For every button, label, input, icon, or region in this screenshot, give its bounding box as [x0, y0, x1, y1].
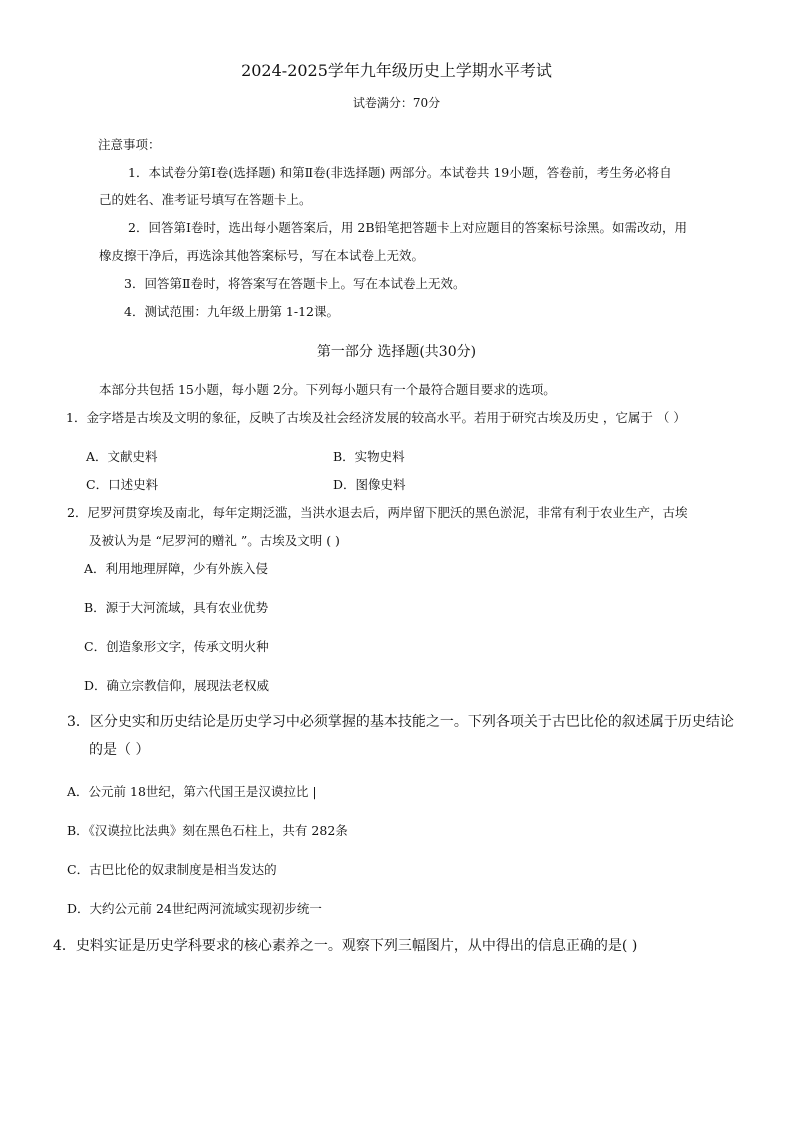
question-1-option-c: C．口述史料 [86, 477, 159, 492]
question-4-stem: 4．史料实证是历史学科要求的核心素养之一。观察下列三幅图片，从中得出的信息正确的是( ) [53, 938, 638, 954]
notice-item-2-line-1: 2．回答第Ⅰ卷时，选出每小题答案后，用 2B铅笔把答题卡上对应题目的答案标号涂黑。如需改动，用 [128, 220, 688, 235]
section-intro: 本部分共包括 15小题，每小题 2分。下列每小题只有一个最符合题目要求的选项。 [99, 382, 556, 397]
exam-score: 试卷满分：70分 [352, 96, 441, 110]
question-3-option-c: C．古巴比伦的奴隶制度是相当发达的 [67, 862, 277, 877]
question-3-option-b: B．《汉谟拉比法典》刻在黑色石柱上，共有 282条 [67, 823, 348, 838]
notice-item-3: 3．回答第Ⅱ卷时，将答案写在答题卡上。写在本试卷上无效。 [124, 276, 466, 291]
question-3-option-d: D．大约公元前 24世纪两河流域实现初步统一 [67, 901, 322, 916]
question-2-option-a: A．利用地理屏障，少有外族入侵 [84, 561, 269, 576]
question-1-option-b: B．实物史料 [333, 449, 405, 464]
question-1-option-d: D．图像史料 [333, 477, 406, 492]
notice-item-4: 4．测试范围：九年级上册第 1-12课。 [124, 304, 340, 319]
notice-item-1-line-1: 1．本试卷分第Ⅰ卷(选择题) 和第Ⅱ卷(非选择题) 两部分。本试卷共 19小题，答卷前，考生务必将自 [128, 165, 672, 180]
question-2-option-c: C．创造象形文字，传承文明火种 [84, 639, 269, 654]
question-3-option-a: A．公元前 18世纪，第六代国王是汉谟拉比 | [67, 784, 317, 799]
question-2-stem-line-2: 及被认为是 “尼罗河的赠礼 ”。古埃及文明 ( ) [89, 533, 340, 548]
question-1-stem: 1．金字塔是古埃及文明的象征，反映了古埃及社会经济发展的较高水平。若用于研究古埃及历史 ，它属于 （ ） [66, 410, 686, 425]
question-2-option-d: D．确立宗教信仰，展现法老权威 [84, 678, 270, 693]
question-3-stem-line-2: 的是（ ） [89, 742, 150, 758]
notice-item-1-line-2: 己的姓名、准考证号填写在答题卡上。 [99, 192, 312, 207]
question-2-stem-line-1: 2．尼罗河贯穿埃及南北，每年定期泛滥，当洪水退去后，两岸留下肥沃的黑色淤泥，非常有利于农业生产，古埃 [67, 505, 688, 520]
exam-title: 2024-2025学年九年级历史上学期水平考试 [241, 61, 552, 80]
question-1-option-a: A．文献史料 [86, 449, 158, 464]
question-2-option-b: B．源于大河流域，具有农业优势 [84, 600, 269, 615]
question-3-stem-line-1: 3．区分史实和历史结论是历史学习中必须掌握的基本技能之一。下列各项关于古巴比伦的叙述属于历史结论 [67, 714, 734, 730]
notice-item-2-line-2: 橡皮擦干净后，再选涂其他答案标号，写在本试卷上无效。 [99, 248, 425, 263]
section-title: 第一部分 选择题(共30分) [316, 344, 477, 360]
notice-heading: 注意事项： [98, 137, 161, 152]
